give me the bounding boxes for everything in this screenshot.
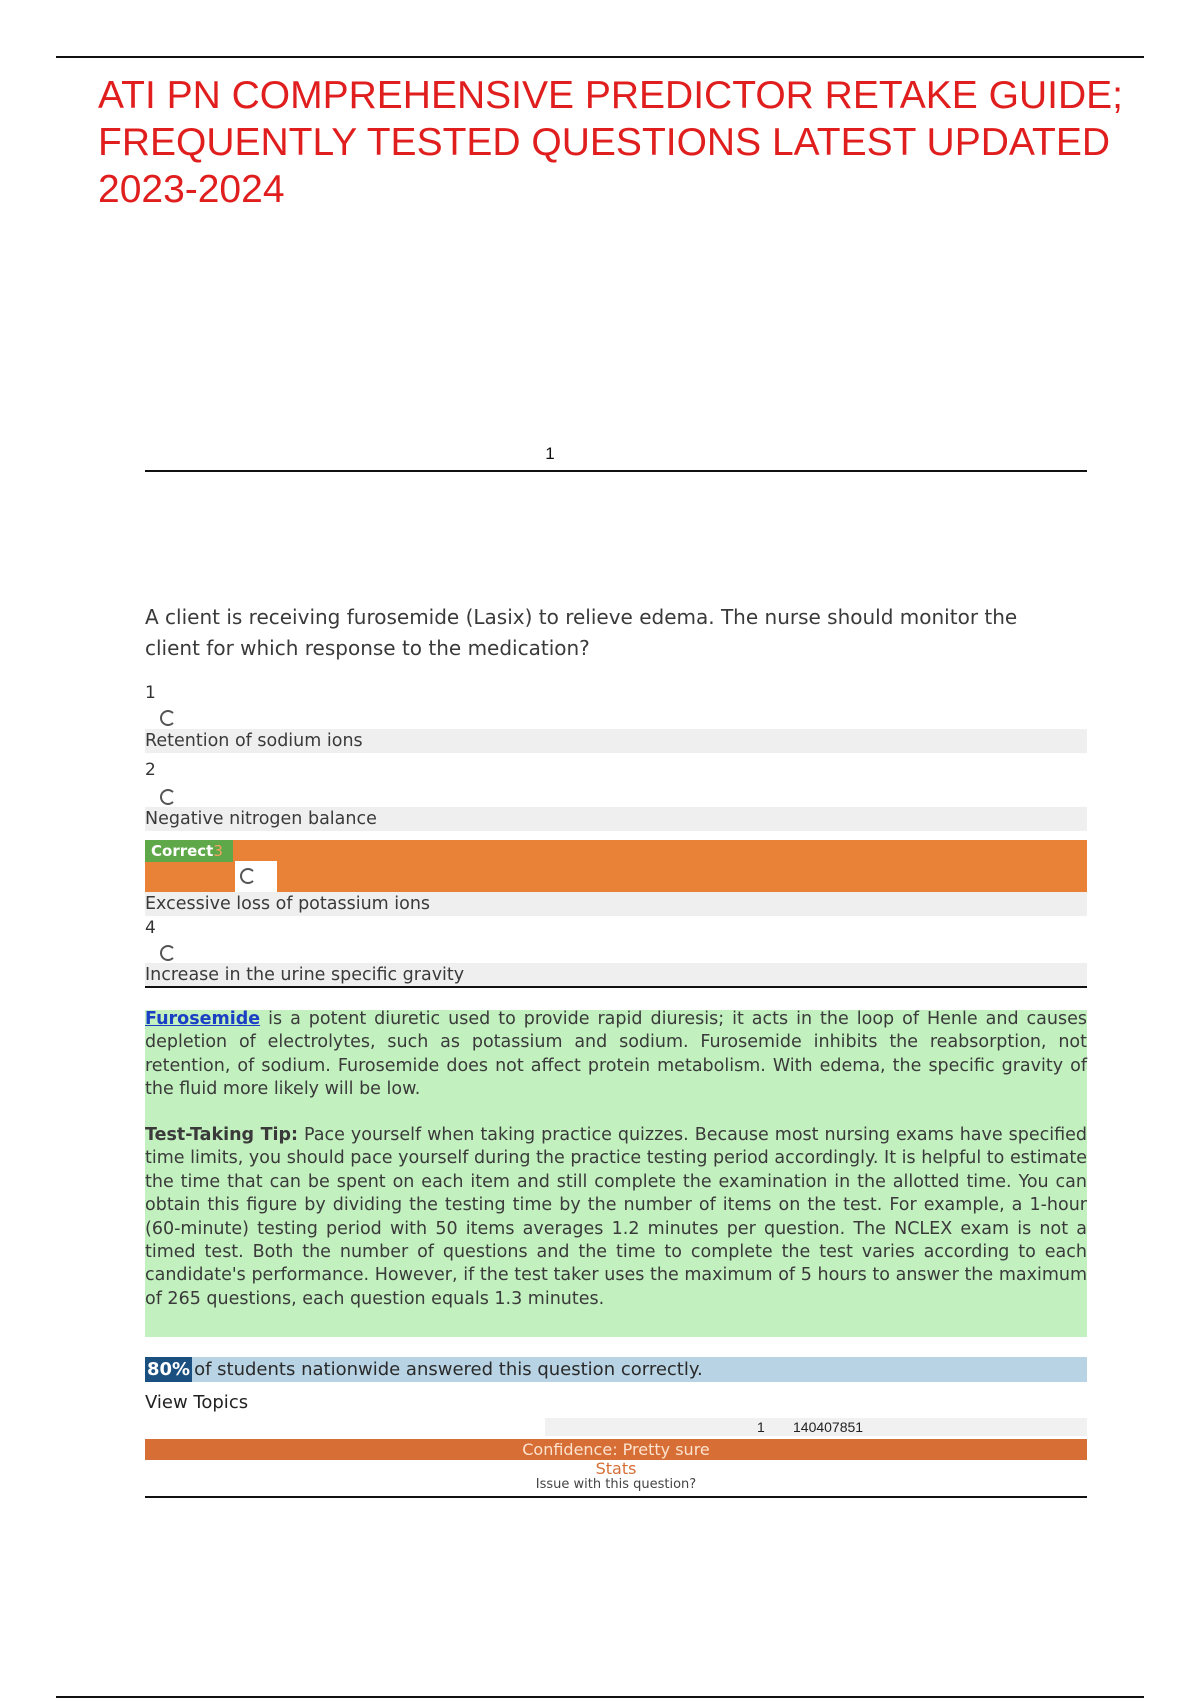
option-3-radio[interactable]: [240, 868, 256, 884]
option-4-label[interactable]: Increase in the urine specific gravity: [145, 963, 1087, 987]
question-id-row: [545, 1418, 1087, 1436]
page-bottom-rule: [56, 1696, 1144, 1698]
explanation-text: is a potent diuretic used to provide rapid diuresis; it acts in the loop of Henle and causes depletion of electrolytes, such as potassium and sodium. Furosemide inhibits the reabsorption, not retention, of sodium. Furosemide does not affect protein metabolism. With edema, the specific gravity of the fluid more likely will be low.: [145, 1009, 1087, 1100]
question-id: 140407851: [793, 1419, 864, 1435]
correct-badge: [145, 840, 233, 862]
document-title: ATI PN COMPREHENSIVE PREDICTOR RETAKE GUIDE; FREQUENTLY TESTED QUESTIONS LATEST UPDATED 2023-2024: [98, 74, 1123, 211]
furosemide-link[interactable]: Furosemide: [145, 1009, 261, 1029]
top-rule: [56, 56, 1144, 58]
option-1-number: 1: [145, 683, 156, 703]
page-number: 1: [545, 444, 555, 463]
option-1-radio[interactable]: [160, 710, 176, 726]
report-issue-link[interactable]: Issue with this question?: [535, 1477, 697, 1492]
percent-correct: 80%: [147, 1359, 191, 1380]
option-2-number: 2: [145, 760, 156, 780]
option-2-radio[interactable]: [160, 789, 176, 805]
row-number: 1: [757, 1419, 765, 1435]
option-3-number: 3: [213, 842, 223, 860]
stats-link[interactable]: Stats: [595, 1459, 637, 1478]
options-bottom-rule: [145, 986, 1087, 988]
option-3-label[interactable]: Excessive loss of potassium ions: [145, 892, 1087, 916]
footer-rule: [145, 1496, 1087, 1498]
option-4-radio[interactable]: [160, 945, 176, 961]
correct-answer-bar: [145, 840, 1087, 894]
view-topics-link[interactable]: View Topics: [145, 1392, 249, 1413]
tip-label: Test-Taking Tip:: [145, 1125, 299, 1145]
tip-text: Pace yourself when taking practice quizzes. Because most nursing exams have specified time limits, you should pace yourself during the practice testing period accordingly. It is helpful to estimate the time that can be spent on each item and still complete the examination in the allotted time. You can obtain this figure by dividing the testing time by the number of items on the test. For example, a 1-hour (60-minute) testing period with 50 items averages 1.2 minutes per question. The NCLEX exam is not a timed test. Both the number of questions and the time to complete the test varies according to each candidate's performance. However, if the test taker uses the maximum of 5 hours to answer the maximum of 265 questions, each question equals 1.3 minutes.: [145, 1125, 1087, 1309]
correct-label: Correct: [151, 842, 214, 860]
test-taking-tip: [145, 1124, 1087, 1311]
stat-text: of students nationwide answered this question correctly.: [194, 1359, 703, 1380]
confidence-bar: Confidence: Pretty sure: [145, 1439, 1087, 1460]
option-2-label[interactable]: Negative nitrogen balance: [145, 807, 1087, 831]
option-1-label[interactable]: Retention of sodium ions: [145, 729, 1087, 753]
option-4-number: 4: [145, 918, 156, 938]
question-text: A client is receiving furosemide (Lasix) to relieve edema. The nurse should monitor the client for which response to the medication?: [145, 605, 1018, 660]
page-number-rule: [145, 470, 1087, 472]
nationwide-stat-bar: [145, 1357, 1087, 1382]
explanation-paragraph: [145, 1008, 1087, 1102]
